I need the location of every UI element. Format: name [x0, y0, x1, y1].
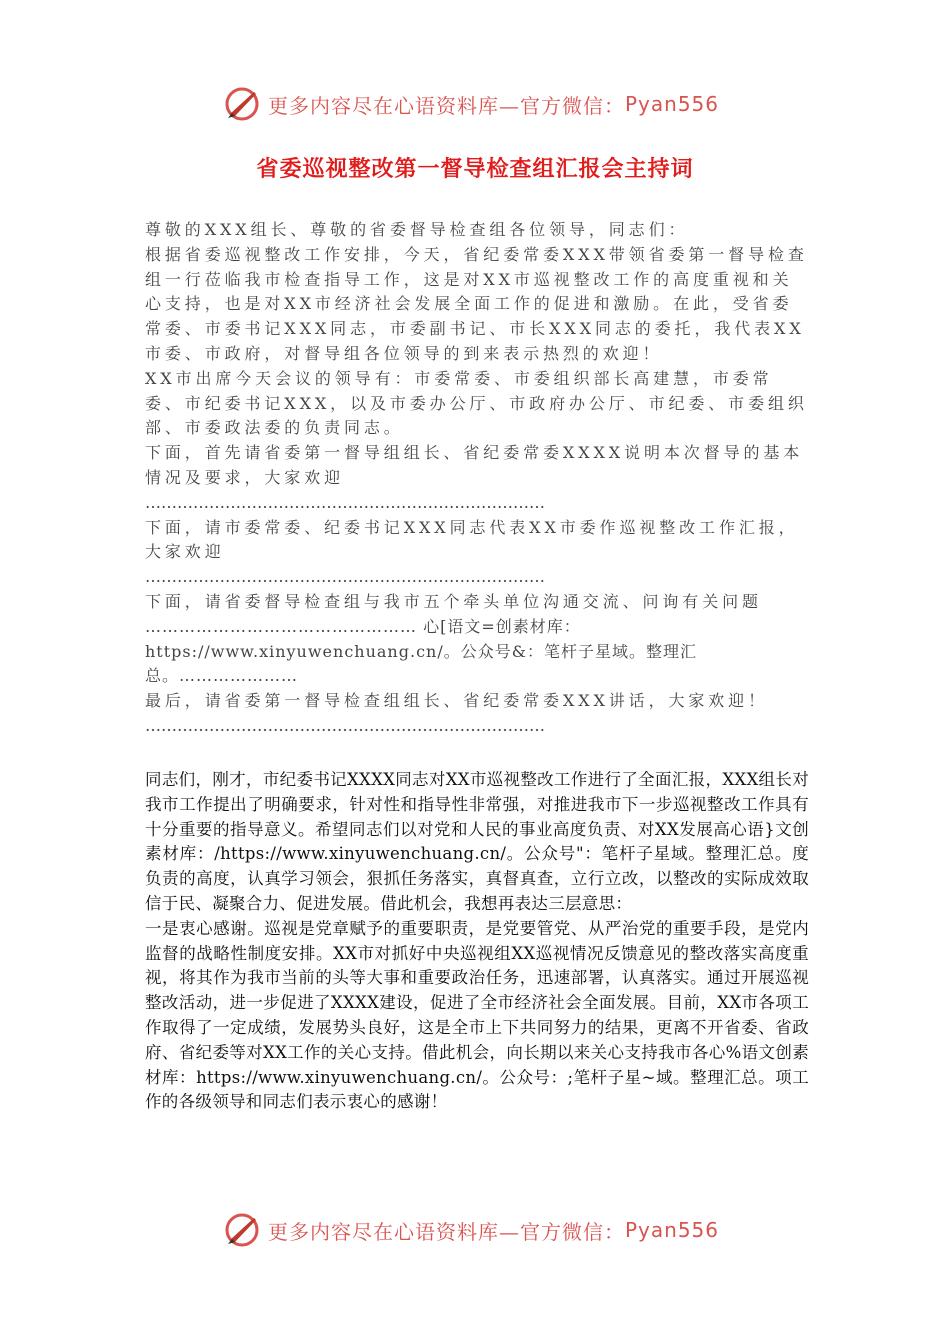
- greeting: 尊敬的XXX组长、尊敬的省委督导检查组各位领导，同志们：: [145, 220, 689, 239]
- header-banner-text: 更多内容尽在心语资料库—官方微信：: [268, 93, 625, 118]
- paragraph: XX市出席今天会议的领导有：市委常委、市委组织部长高建慧，市委常委、市纪委书记XXX，以及市委办公厅、市政府办公厅、市纪委、市委组织部、市委政法委的负责同志。: [145, 368, 808, 438]
- watermark-paragraph: ………………………………………… 心[语文=创素材库：https://www.xinyuwenchuang.cn/。公众号&：笔杆子星域。整理汇总。…………………: [145, 616, 697, 686]
- footer-banner-wechat: Pyan556: [625, 1218, 720, 1242]
- ellipsis-line: …………………………………………………………………: [145, 567, 545, 587]
- paragraph: 下面，请省委督导检查组与我市五个牵头单位沟通交流、问询有关问题: [145, 591, 762, 611]
- pen-logo-icon: [222, 84, 262, 124]
- header-banner-wechat: Pyan556: [625, 92, 720, 116]
- header-banner: [222, 82, 742, 126]
- footer-banner: [222, 1208, 742, 1252]
- paragraph: 下面，首先请省委第一督导组组长、省纪委常委XXXX说明本次督导的基本情况及要求，大家欢迎: [145, 443, 804, 487]
- paragraph: 最后，请省委第一督导检查组组长、省纪委常委XXX讲话，大家欢迎！: [145, 691, 768, 711]
- ellipsis-line: …………………………………………………………………: [145, 715, 545, 735]
- body-normal-section: [145, 768, 809, 1115]
- body-spaced-section: [145, 218, 809, 739]
- pen-logo-icon: [222, 1210, 262, 1250]
- footer-banner-text: 更多内容尽在心语资料库—官方微信：: [268, 1219, 625, 1244]
- paragraph: 一是衷心感谢。巡视是党章赋予的重要职责，是党要管党、从严治党的重要手段，是党内监督的战略性制度安排。XX市对抓好中央巡视组XX巡视情况反馈意见的整改落实高度重视，将其作为我市当前的头等大事和重要政治任务，迅速部署，认真落实。通过开展巡视整改活动，进一步促进了XXXX建设，促进了全市经济社会全面发展。目前，XX市各项工作取得了一定成绩，发展势头良好，这是全市上下共同努力的结果，更离不开省委、省政府、省纪委等对XX工作的关心支持。借此机会，向长期以来关心支持我市各心%语文创素材库：https://www.xinyuwenchuang.cn/。公众号：;笔杆子星~域。整理汇总。项工作的各级领导和同志们表示衷心的感谢！: [145, 918, 809, 1112]
- paragraph: 根据省委巡视整改工作安排，今天，省纪委常委XXX带领省委第一督导检查组一行莅临我市检查指导工作，这是对XX市巡视整改工作的高度重视和关心支持，也是对XX市经济社会发展全面工作的促进和激励。在此，受省委常委、市委书记XXX同志，市委副书记、市长XXX同志的委托，我代表XX市委、市政府，对督导组各位领导的到来表示热烈的欢迎！: [145, 244, 808, 363]
- document-title: 省委巡视整改第一督导检查组汇报会主持词: [256, 157, 694, 182]
- ellipsis-line: …………………………………………………………………: [145, 492, 545, 512]
- paragraph: 同志们，刚才，市纪委书记XXXX同志对XX市巡视整改工作进行了全面汇报，XXX组长对我市工作提出了明确要求，针对性和指导性非常强，对推进我市下一步巡视整改工作具有十分重要的指导意义。希望同志们以对党和人民的事业高度负责、对XX发展高心语}文创素材库：/https://www.xinyuwenchuang.cn/。公众号"：笔杆子星域。整理汇总。度负责的高度，认真学习领会，狠抓任务落实，真督真查，立行立改，以整改的实际成效取信于民、凝聚合力、促进发展。借此机会，我想再表达三层意思：: [145, 770, 809, 913]
- paragraph: 下面，请市委常委、纪委书记XXX同志代表XX市委作巡视整改工作汇报，大家欢迎: [145, 517, 799, 562]
